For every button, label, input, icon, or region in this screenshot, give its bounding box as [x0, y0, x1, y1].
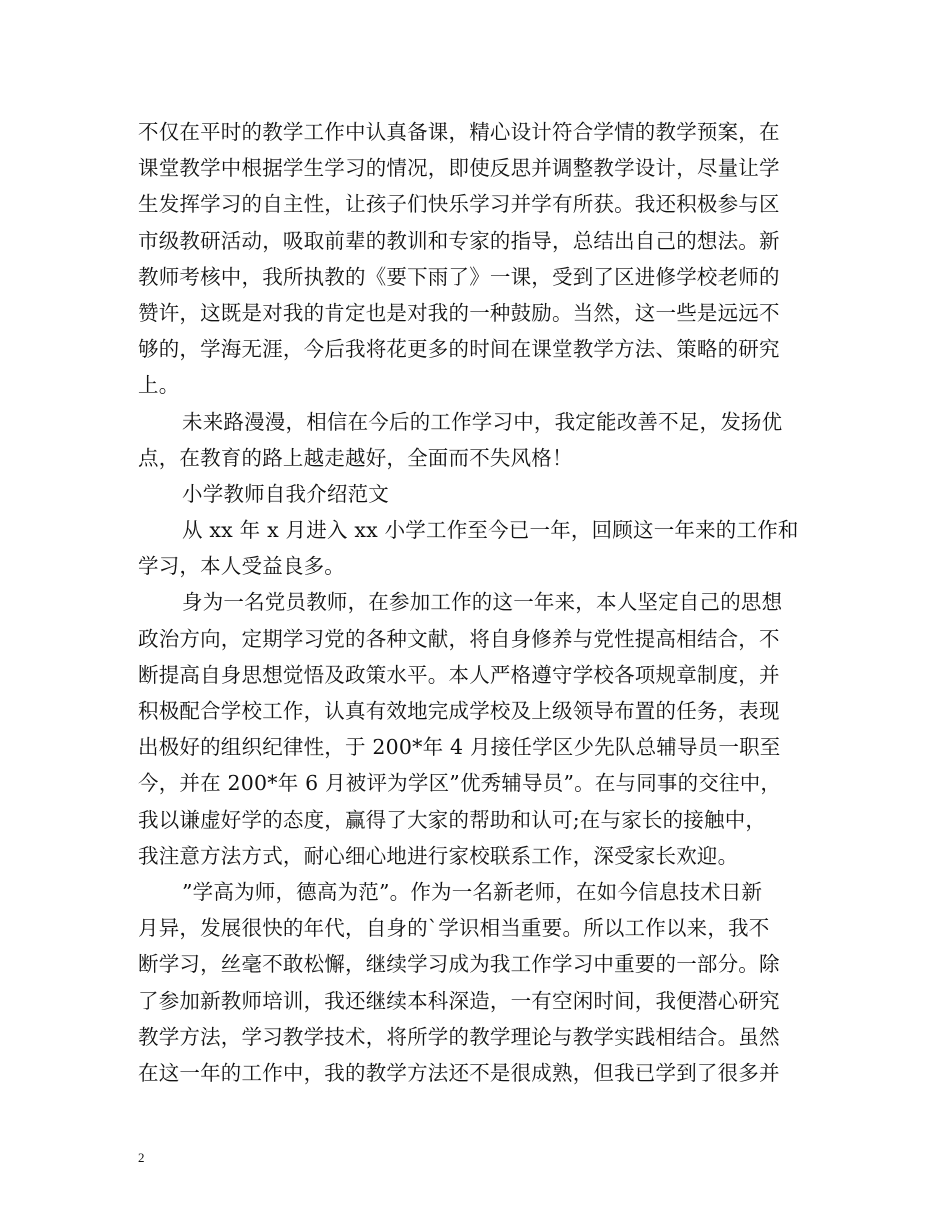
text-line: 断提高自身思想觉悟及政策水平。本人严格遵守学校各项规章制度，并	[138, 662, 780, 687]
text-line: 积极配合学校工作，认真有效地完成学校及上级领导布置的任务，表现	[138, 699, 780, 723]
text-line: 出极好的组织纪律性，于 200*年 4 月接任学区少先队总辅导员一职至	[138, 735, 781, 760]
text-line: 生发挥学习的自主性，让孩子们快乐学习并学有所获。我还积极参与区	[138, 192, 780, 217]
text-line: 身为一名党员教师，在参加工作的这一年来，本人坚定自己的思想	[182, 590, 783, 615]
text-line: 够的，学海无涯，今后我将花更多的时间在课堂教学方法、策略的研究	[138, 337, 780, 362]
text-line: 学习，本人受益良多。	[138, 554, 345, 579]
text-line: 上。	[138, 373, 180, 398]
text-line: 我以谦虚好学的态度，赢得了大家的帮助和认可;在与家长的接触中，	[138, 807, 767, 832]
text-line: 未来路漫漫，相信在今后的工作学习中，我定能改善不足，发扬优	[182, 409, 783, 434]
text-line: 小学教师自我介绍范文	[182, 481, 389, 506]
document-body	[138, 114, 816, 1091]
text-line: 教师考核中，我所执教的《要下雨了》一课，受到了区进修学校老师的	[138, 264, 780, 289]
text-line: 在这一年的工作中，我的教学方法还不是很成熟，但我已学到了很多并	[138, 1060, 780, 1085]
text-line: 今，并在 200*年 6 月被评为学区”优秀辅导员”。在与同事的交往中，	[138, 771, 782, 796]
text-line: 点，在教育的路上越走越好，全面而不失风格！	[138, 445, 573, 470]
text-line: 了参加新教师培训，我还继续本科深造，一有空闲时间，我便潜心研究	[138, 988, 780, 1013]
text-line: 政治方向，定期学习党的各种文献，将自身修养与党性提高相结合，不	[138, 626, 780, 651]
text-line: 断学习，丝毫不敢松懈，继续学习成为我工作学习中重要的一部分。除	[138, 952, 780, 977]
text-line: 月异，发展很快的年代，自身的`学识相当重要。所以工作以来，我不	[138, 916, 770, 941]
text-line: 教学方法，学习教学技术，将所学的教学理论与教学实践相结合。虽然	[138, 1024, 780, 1049]
text-line: ”学高为师，德高为范”。作为一名新老师，在如今信息技术日新	[182, 879, 763, 904]
text-line: 课堂教学中根据学生学习的情况，即使反思并调整教学设计，尽量让学	[138, 156, 780, 181]
text-line: 赞许，这既是对我的肯定也是对我的一种鼓励。当然，这一些是远远不	[138, 300, 780, 325]
text-line: 我注意方法方式，耐心细心地进行家校联系工作，深受家长欢迎。	[138, 843, 739, 868]
page-number: 2	[138, 1150, 145, 1165]
text-line: 不仅在平时的教学工作中认真备课，精心设计符合学情的教学预案，在	[138, 120, 780, 144]
text-line: 市级教研活动，吸取前辈的教训和专家的指导，总结出自己的想法。新	[138, 228, 780, 253]
text-line: 从 xx 年 x 月进入 xx 小学工作至今已一年，回顾这一年来的工作和	[182, 518, 799, 543]
